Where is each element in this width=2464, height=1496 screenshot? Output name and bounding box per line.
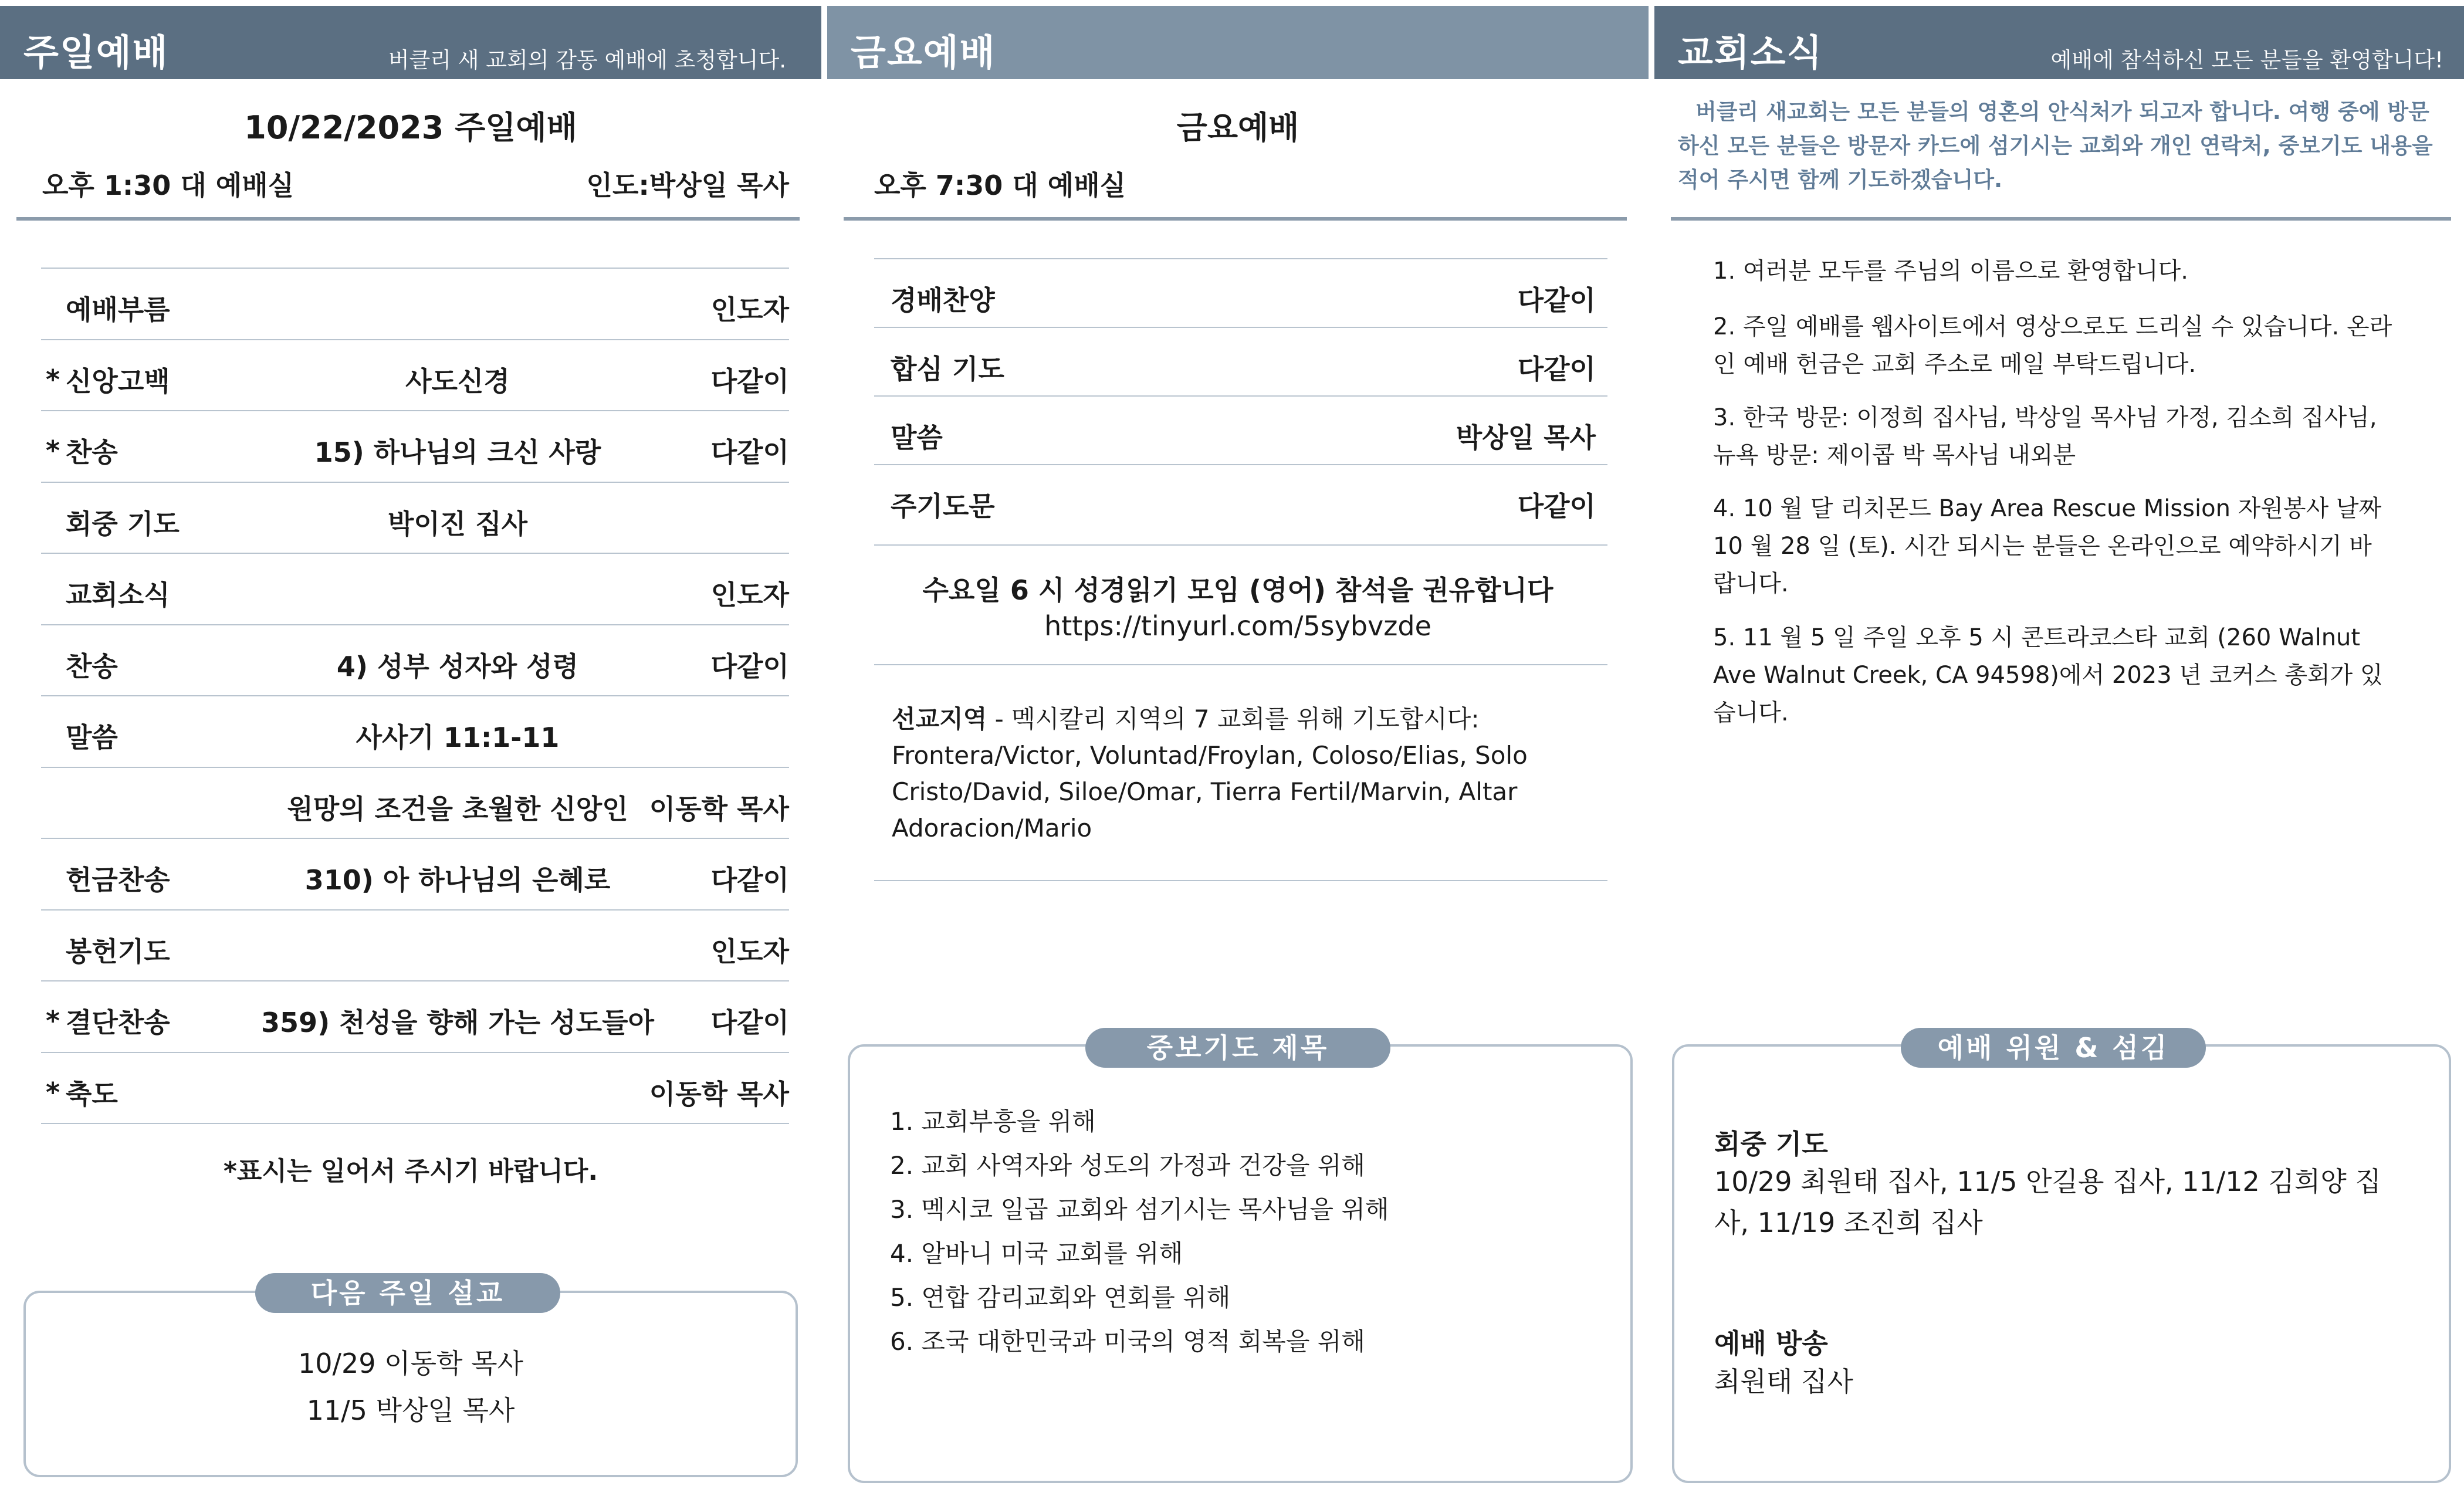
next-sermon-box — [23, 1291, 798, 1477]
friday-order-role: 다같이 — [1517, 285, 1596, 316]
order-label: 말씀 — [66, 722, 118, 753]
duty-broadcast-text: 최원태 집사 — [1714, 1366, 1853, 1397]
sunday-leader: 인도:박상일 목사 — [586, 170, 789, 201]
news-item: 2. 주일 예배를 웹사이트에서 영상으로도 드리실 수 있습니다. 온라인 예배 헌금은 교회 주소로 메일 부탁드립니다. — [1713, 313, 2392, 378]
news-item: 3. 한국 방문: 이정희 집사님, 박상일 목사님 가정, 김소희 집사님, 뉴욕 방문: 제이콥 박 목사님 내외분 — [1713, 404, 2377, 469]
duty-box — [1672, 1044, 2451, 1483]
friday-order-label: 주기도문 — [891, 490, 995, 522]
standing-note: *표시는 일어서 주시기 바랍니다. — [223, 1156, 598, 1186]
order-row — [41, 339, 789, 411]
order-detail: 박이진 집사 — [387, 507, 528, 540]
sunday-header-subtitle: 버클리 새 교회의 감동 예배에 초청합니다. — [388, 48, 786, 73]
friday-order-row — [874, 395, 1607, 465]
order-row — [41, 553, 789, 625]
friday-header — [827, 6, 1649, 79]
order-detail: 359) 천성을 향해 가는 성도들아 — [261, 1007, 654, 1038]
church-news-panel — [1654, 6, 2464, 1496]
order-role: 인도자 — [710, 294, 789, 326]
bible-reading-invite: 수요일 6 시 성경읽기 모임 (영어) 참석을 권유합니다 — [922, 574, 1553, 606]
prayer-topics-box — [848, 1044, 1633, 1483]
news-header-subtitle: 예배에 참석하신 모든 분들을 환영합니다! — [2050, 48, 2443, 73]
mission-divider — [874, 880, 1607, 881]
news-divider — [1671, 217, 2451, 221]
next-sermon-list — [26, 1340, 796, 1434]
order-row — [41, 624, 789, 696]
sunday-divider — [16, 217, 800, 221]
prayer-topic-item: 6. 조국 대한민국과 미국의 영적 회복을 위해 — [890, 1327, 1365, 1356]
order-role: 이동학 목사 — [649, 1078, 789, 1110]
order-detail: 310) 아 하나님의 은혜로 — [304, 864, 611, 896]
sunday-header-title: 주일예배 — [23, 31, 169, 74]
friday-service-title: 금요예배 — [1176, 109, 1299, 146]
order-row — [41, 482, 789, 554]
news-item: 4. 10 월 달 리치몬드 Bay Area Rescue Mission 자원봉사 날짜 10 월 28 일 (토). 시간 되시는 분들은 온라인으로 예약하시기 바랍니다. — [1713, 495, 2382, 597]
prayer-topic-item: 4. 알바니 미국 교회를 위해 — [890, 1239, 1183, 1268]
news-item: 5. 11 월 5 일 주일 오후 5 시 콘트라코스타 교회 (260 Walnut Ave Walnut Creek, CA 94598)에서 2023 년 코커스 총회가 있습니다. — [1713, 624, 2383, 726]
news-header-title: 교회소식 — [1678, 31, 1823, 74]
order-detail: 원망의 조건을 초월한 신앙인 — [287, 793, 628, 825]
order-detail: 4) 성부 성자와 성령 — [336, 650, 579, 682]
prayer-topic-item: 2. 교회 사역자와 성도의 가정과 건강을 위해 — [890, 1151, 1365, 1180]
sunday-worship-panel — [0, 6, 821, 1496]
duty-broadcast-label: 예배 방송 — [1714, 1328, 1828, 1359]
prayer-topic-item: 5. 연합 감리교회와 연회를 위해 — [890, 1283, 1231, 1312]
friday-order-label: 합심 기도 — [891, 353, 1004, 385]
order-label: 예배부름 — [66, 294, 170, 326]
friday-order-label: 경배찬양 — [891, 285, 995, 316]
friday-order-row — [874, 258, 1607, 328]
friday-divider — [844, 217, 1627, 221]
order-detail: 15) 하나님의 크신 사랑 — [314, 436, 601, 468]
friday-worship-panel — [827, 6, 1649, 1496]
sunday-time-place: 오후 1:30 대 예배실 — [42, 170, 295, 201]
sunday-order-bottom-rule — [41, 1123, 789, 1124]
order-label: 축도 — [66, 1078, 118, 1110]
prayer-topic-item: 3. 멕시코 일곱 교회와 섬기시는 목사님을 위해 — [890, 1195, 1389, 1224]
order-row — [41, 695, 789, 767]
order-row — [41, 980, 789, 1052]
order-label: 교회소식 — [66, 579, 170, 611]
order-row — [41, 1052, 789, 1124]
order-label: 찬송 — [66, 436, 118, 468]
duty-box-title: 예배 위원 & 섬김 — [1901, 1028, 2206, 1068]
next-sermon-line: 10/29 이동학 목사 — [298, 1348, 523, 1379]
mission-label: 선교지역 — [892, 705, 987, 733]
order-detail: 사도신경 — [405, 365, 510, 397]
order-label: 봉헌기도 — [66, 935, 170, 967]
news-header — [1654, 6, 2464, 79]
prayer-topics-list — [890, 1099, 1389, 1363]
order-star: * — [46, 363, 60, 395]
order-row — [41, 838, 789, 910]
order-role: 이동학 목사 — [649, 793, 789, 825]
bible-divider — [874, 664, 1607, 665]
order-star: * — [46, 1076, 60, 1108]
prayer-topic-item: 1. 교회부흥을 위해 — [890, 1107, 1096, 1136]
welcome-text: 버클리 새교회는 모든 분들의 영혼의 안식처가 되고자 합니다. 여행 중에 방문하신 모든 분들은 방문자 카드에 섬기시는 교회와 개인 연락처, 중보기도 내용을 적어 주시면 함께 기도하겠습니다. — [1678, 99, 2433, 192]
friday-header-title: 금요예배 — [851, 31, 996, 74]
bible-reading-url[interactable]: https://tinyurl.com/5sybvzde — [1044, 610, 1431, 642]
prayer-topics-title: 중보기도 제목 — [1085, 1028, 1390, 1068]
duty-prayer-text: 10/29 최원태 집사, 11/5 안길용 집사, 11/12 김희양 집사, 11/19 조진희 집사 — [1714, 1166, 2381, 1238]
order-star: * — [46, 1005, 60, 1037]
order-role: 인도자 — [710, 935, 789, 967]
order-row — [41, 268, 789, 340]
order-label: 회중 기도 — [66, 507, 180, 540]
order-role: 다같이 — [710, 365, 789, 397]
mission-text: - 멕시칼리 지역의 7 교회를 위해 기도합시다: Frontera/Victor, Voluntad/Froylan, Coloso/Elias, Solo Cristo/David, Siloe/Omar, Tierra Fertil/Marvin, Altar Adoracion/Mario — [892, 705, 1528, 842]
friday-time-place: 오후 7:30 대 예배실 — [874, 170, 1126, 201]
news-item: 1. 여러분 모두를 주님의 이름으로 환영합니다. — [1713, 258, 2188, 285]
order-role: 인도자 — [710, 579, 789, 611]
order-row — [41, 410, 789, 482]
next-sermon-line: 11/5 박상일 목사 — [306, 1395, 515, 1426]
friday-order-role: 박상일 목사 — [1456, 422, 1596, 453]
order-role: 다같이 — [710, 1007, 789, 1038]
order-label: 헌금찬송 — [66, 864, 170, 896]
order-label: 결단찬송 — [66, 1007, 170, 1038]
duty-prayer-label: 회중 기도 — [1714, 1128, 1828, 1160]
order-role: 다같이 — [710, 864, 789, 896]
order-row — [41, 767, 789, 839]
friday-order-role: 다같이 — [1517, 353, 1596, 385]
order-star: * — [46, 435, 60, 466]
friday-order-bottom-rule — [874, 544, 1607, 546]
friday-order-row — [874, 464, 1607, 534]
order-row — [41, 909, 789, 981]
next-sermon-title: 다음 주일 설교 — [255, 1273, 560, 1313]
order-label: 신앙고백 — [66, 365, 170, 397]
order-label: 찬송 — [66, 650, 118, 682]
sunday-service-title: 10/22/2023 주일예배 — [244, 109, 577, 146]
friday-order-label: 말씀 — [891, 422, 943, 453]
order-role: 다같이 — [710, 650, 789, 682]
mission-paragraph — [892, 701, 1584, 847]
friday-order-row — [874, 327, 1607, 397]
friday-order-role: 다같이 — [1517, 490, 1596, 522]
order-role: 다같이 — [710, 436, 789, 468]
order-detail: 사사기 11:1-11 — [356, 722, 560, 753]
sunday-header — [0, 6, 821, 79]
